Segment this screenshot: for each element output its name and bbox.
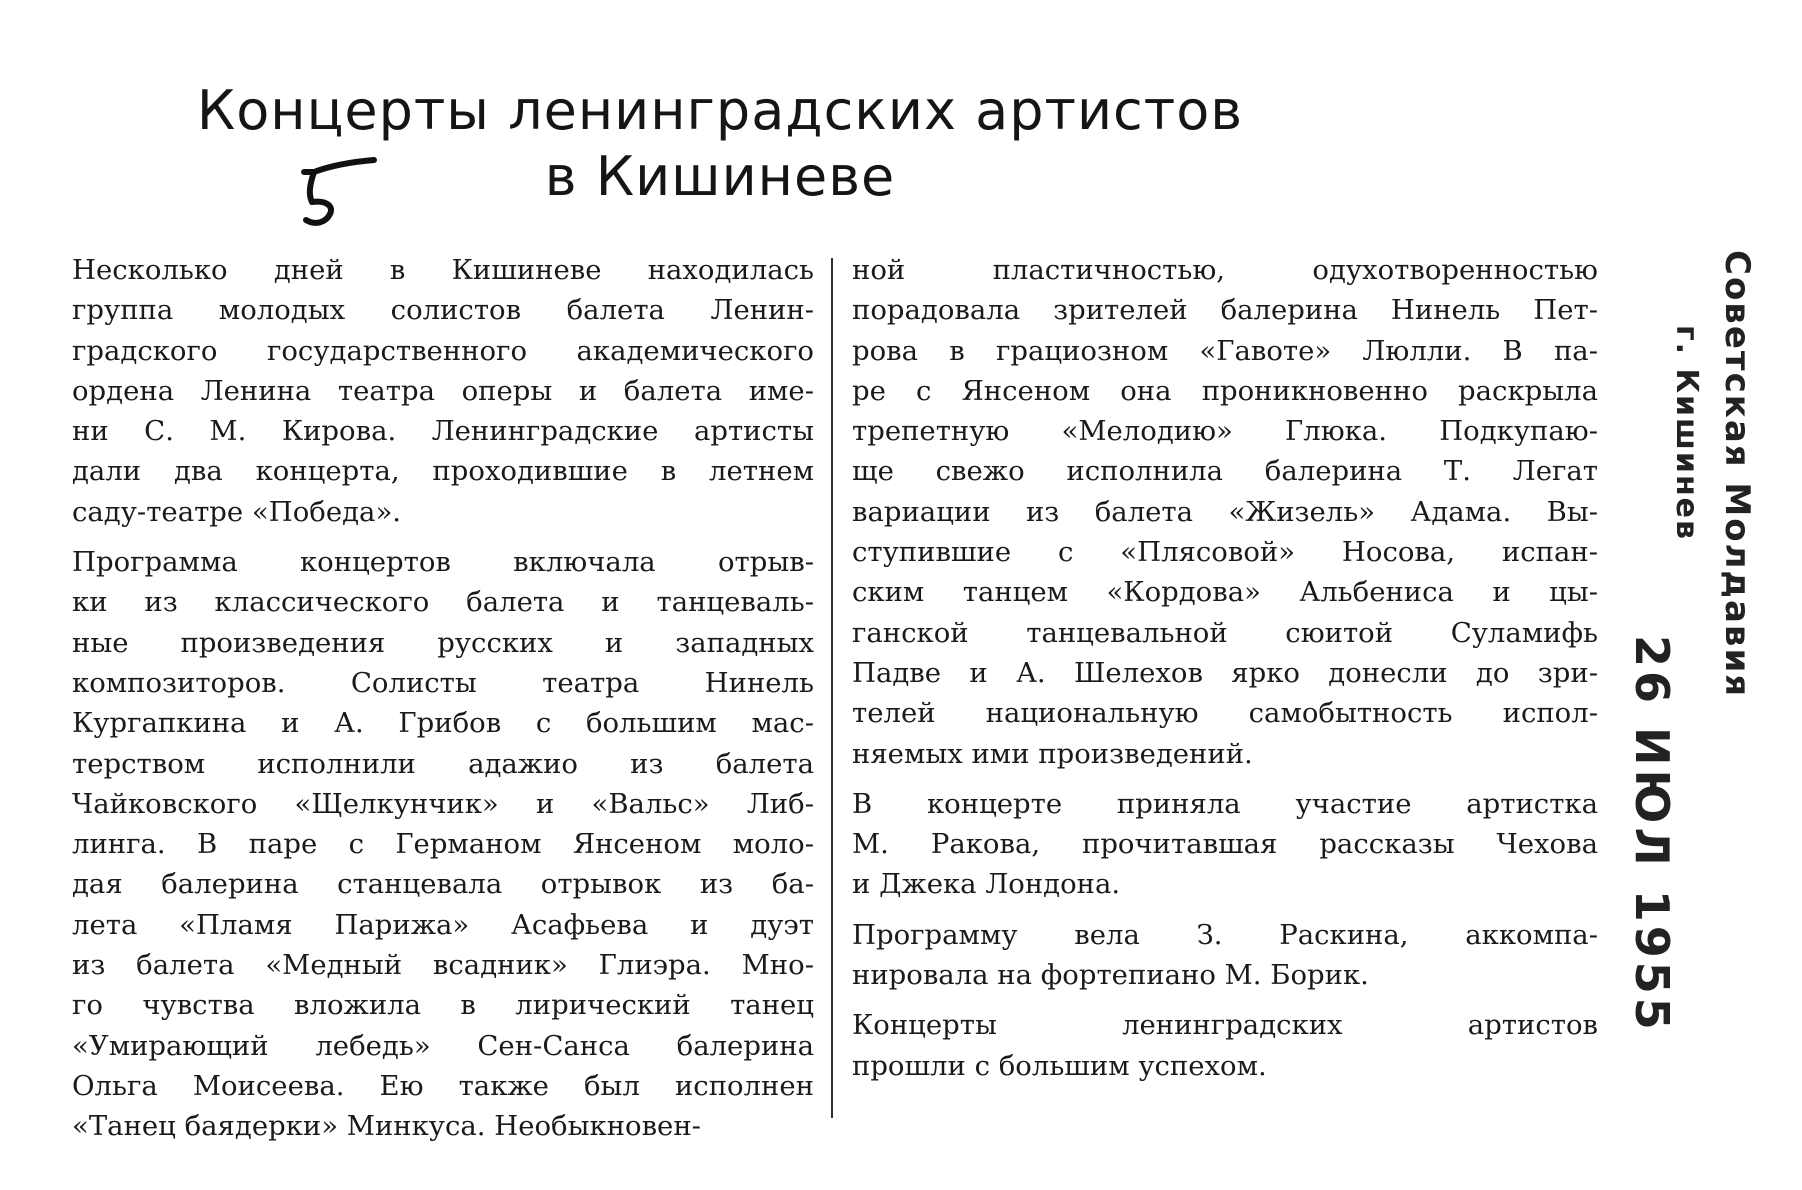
archive-stamp: [1625, 250, 1795, 1070]
text-line: порадовала зрителей балерина Нинель Пет-: [852, 294, 1598, 327]
text-line: и Джека Лондона.: [852, 868, 1121, 901]
paragraph-gap: [72, 532, 814, 542]
text-line: дая балерина станцевала отрывок из ба-: [72, 868, 814, 901]
text-line: В концерте приняла участие артистка: [852, 787, 1598, 820]
text-line: Кургапкина и А. Грибов с большим мас-: [72, 707, 814, 740]
text-line: ки из классического балета и танцеваль-: [72, 586, 814, 619]
text-line: прошли с большим успехом.: [852, 1049, 1267, 1082]
text-line: ганской танцевальной сюитой Суламифь: [852, 616, 1598, 649]
paragraph-gap: [852, 995, 1598, 1005]
text-line: линга. В паре с Германом Янсеном моло-: [72, 828, 814, 861]
article-column-1: [72, 250, 814, 1147]
headline: [0, 78, 1440, 210]
handwritten-number-mark: [300, 150, 380, 230]
text-line: «Умирающий лебедь» Сен-Санса балерина: [72, 1029, 814, 1062]
text-line: композиторов. Солисты театра Нинель: [72, 666, 814, 699]
text-line: дали два концерта, проходившие в летнем: [72, 455, 814, 488]
text-line: ной пластичностью, одухотворенностью: [852, 254, 1598, 286]
text-line: лета «Пламя Парижа» Асафьева и дуэт: [72, 908, 814, 941]
text-line: го чувства вложила в лирический танец: [72, 989, 814, 1022]
headline-line-2: в Кишиневе: [544, 145, 896, 208]
text-line: Чайковского «Щелкунчик» и «Вальс» Либ-: [72, 787, 814, 820]
paragraph-gap: [852, 905, 1598, 915]
headline-line-1: Концерты ленинградских артистов: [196, 79, 1244, 142]
text-line: градского государственного академического: [72, 334, 814, 367]
text-line: группа молодых солистов балета Ленин-: [72, 294, 814, 327]
text-line: Несколько дней в Кишиневе находилась: [72, 254, 814, 286]
text-line: Программа концертов включала отрыв-: [72, 546, 814, 579]
text-line: вариации из балета «Жизель» Адама. Вы-: [852, 495, 1598, 528]
text-line: ще свежо исполнила балерина Т. Легат: [852, 455, 1598, 488]
text-line: Концерты ленинградских артистов: [852, 1009, 1598, 1042]
text-line: терством исполнили адажио из балета: [72, 747, 814, 780]
text-line: Программу вела З. Раскина, аккомпа-: [852, 918, 1598, 951]
text-line: рова в грациозном «Гавоте» Люлли. В па-: [852, 334, 1598, 367]
column-divider: [831, 258, 833, 1118]
text-line: телей национальную самобытность испол-: [852, 697, 1598, 730]
text-line: ре с Янсеном она проникновенно раскрыла: [852, 374, 1598, 407]
text-line: ступившие с «Плясовой» Носова, испан-: [852, 536, 1598, 569]
text-line: трепетную «Мелодию» Глюка. Подкупаю-: [852, 415, 1598, 448]
text-line: М. Ракова, прочитавшая рассказы Чехова: [852, 828, 1598, 861]
text-line: ским танцем «Кордова» Альбениса и цы-: [852, 576, 1598, 609]
article-column-2: [852, 250, 1598, 1086]
text-line: ни С. М. Кирова. Ленинградские артисты: [72, 415, 814, 448]
text-line: «Танец баядерки» Минкуса. Необыкновен-: [72, 1110, 701, 1143]
paragraph-gap: [852, 774, 1598, 784]
text-line: ные произведения русских и западных: [72, 626, 814, 659]
stamp-date: 26 ИЮЛ 1955: [1625, 635, 1679, 1034]
text-line: Ольга Моисеева. Ею также был исполнен: [72, 1069, 814, 1102]
text-line: Падве и А. Шелехов ярко донесли до зри-: [852, 656, 1598, 689]
text-line: саду-театре «Победа».: [72, 495, 402, 528]
text-line: нировала на фортепиано М. Борик.: [852, 959, 1369, 992]
text-line: из балета «Медный всадник» Глиэра. Мно-: [72, 949, 814, 982]
text-line: ордена Ленина театра оперы и балета име-: [72, 374, 814, 407]
text-line: няемых ими произведений.: [852, 737, 1253, 770]
stamp-newspaper-name: Советская Молдавия: [1717, 250, 1757, 699]
stamp-city: г. Кишинев: [1669, 325, 1704, 541]
